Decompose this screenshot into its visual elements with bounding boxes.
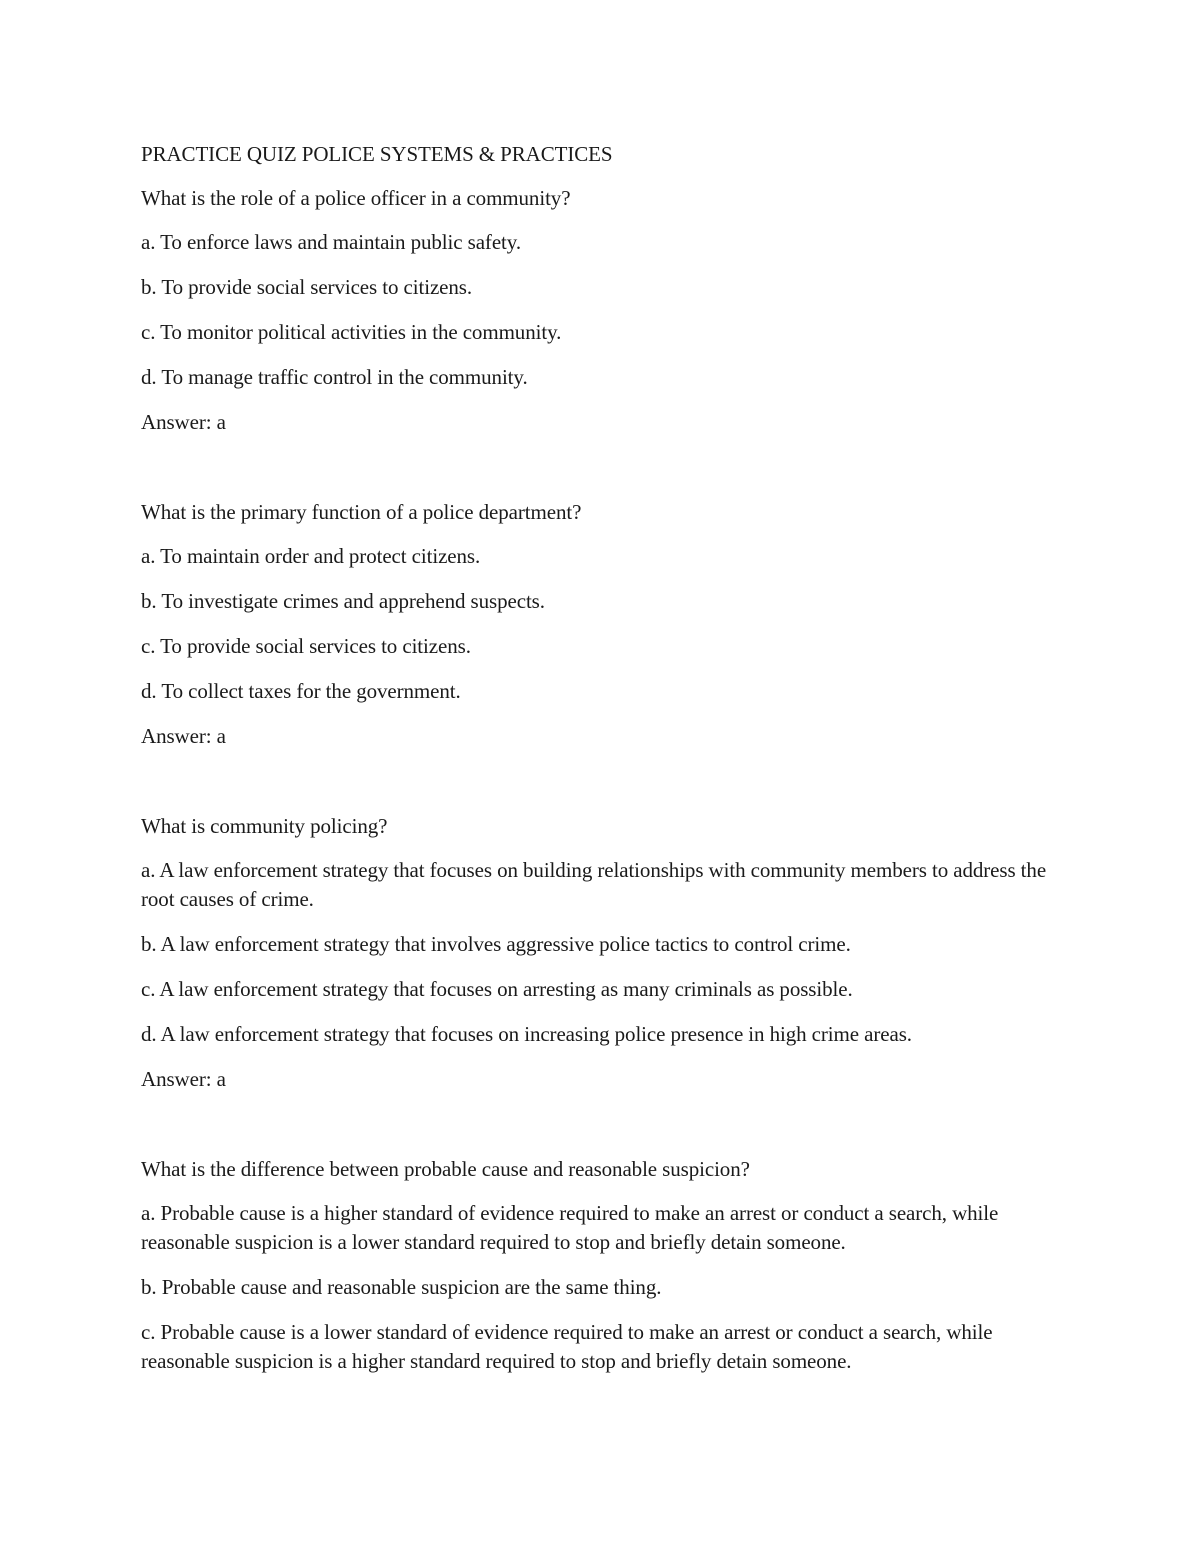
option-c: c. To monitor political activities in the community. — [141, 320, 562, 344]
question-text: What is the role of a police officer in a community? — [141, 186, 571, 210]
document-page — [141, 140, 1071, 1392]
option-d: d. To collect taxes for the government. — [141, 679, 461, 703]
answer-text: Answer: a — [141, 1067, 226, 1091]
question-text: What is the difference between probable cause and reasonable suspicion? — [141, 1157, 750, 1181]
option-b: b. Probable cause and reasonable suspicion are the same thing. — [141, 1275, 662, 1299]
option-a: a. To maintain order and protect citizens. — [141, 544, 481, 568]
question-text: What is the primary function of a police department? — [141, 500, 582, 524]
option-a: a. A law enforcement strategy that focuses on building relationships with community members to address the root causes of crime. — [141, 858, 1047, 911]
option-a: a. To enforce laws and maintain public safety. — [141, 230, 521, 254]
option-c: c. A law enforcement strategy that focuses on arresting as many criminals as possible. — [141, 977, 853, 1001]
question-text: What is community policing? — [141, 814, 388, 838]
option-b: b. To investigate crimes and apprehend suspects. — [141, 589, 545, 613]
question-block-1 — [141, 184, 1071, 437]
question-block-3 — [141, 812, 1071, 1094]
document-title: PRACTICE QUIZ POLICE SYSTEMS & PRACTICES — [141, 142, 613, 166]
question-block-2 — [141, 498, 1071, 751]
option-d: d. A law enforcement strategy that focuses on increasing police presence in high crime areas. — [141, 1022, 912, 1046]
answer-text: Answer: a — [141, 724, 226, 748]
option-b: b. To provide social services to citizens. — [141, 275, 473, 299]
option-c: c. To provide social services to citizens. — [141, 634, 471, 658]
option-d: d. To manage traffic control in the community. — [141, 365, 528, 389]
answer-text: Answer: a — [141, 410, 226, 434]
option-a: a. Probable cause is a higher standard of evidence required to make an arrest or conduct a search, while reasonable suspicion is a lower standard required to stop and briefly detain someone. — [141, 1201, 999, 1254]
question-block-4 — [141, 1155, 1071, 1376]
option-c: c. Probable cause is a lower standard of evidence required to make an arrest or conduct a search, while reasonable suspicion is a higher standard required to stop and briefly detain someone. — [141, 1320, 993, 1373]
option-b: b. A law enforcement strategy that involves aggressive police tactics to control crime. — [141, 932, 851, 956]
